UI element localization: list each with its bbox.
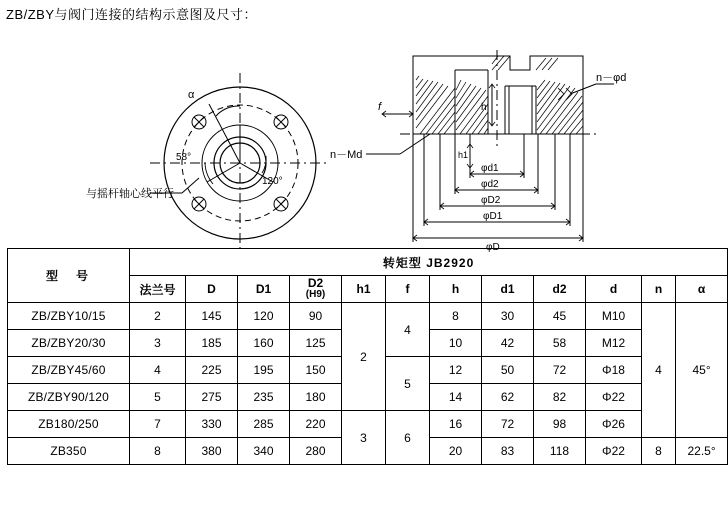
spec-table [7,248,728,465]
col-D2: D2 (H9) [290,276,342,303]
table-row [8,303,728,330]
spec-table-wrap [7,248,716,465]
cell-D2: 220 [290,411,342,438]
col-f: f [386,276,430,303]
cell-d: Φ18 [586,357,642,384]
label-phi-D2: φD2 [481,195,501,206]
cell-d1: 50 [482,357,534,384]
col-n: n [642,276,676,303]
cell-flange: 2 [130,303,186,330]
table-row [8,411,728,438]
cell-h: 10 [430,330,482,357]
label-f: f [378,101,382,113]
table-header-row-1 [8,249,728,276]
torque-header: 转矩型 JB2920 [130,249,728,276]
cell-d: M12 [586,330,642,357]
cell-D2: 90 [290,303,342,330]
cell-D1: 120 [238,303,290,330]
label-n-phi-d: n－φd [596,72,627,84]
label-n-md: n－Md [330,149,363,161]
col-d1: d1 [482,276,534,303]
cell-alpha: 45° [676,303,728,438]
col-D: D [186,276,238,303]
cell-flange: 7 [130,411,186,438]
cell-d1: 42 [482,330,534,357]
cell-D: 185 [186,330,238,357]
cell-d1: 30 [482,303,534,330]
label-h: h [481,102,487,113]
col-h: h [430,276,482,303]
structure-diagram [0,26,715,253]
cell-f: 4 [386,303,430,357]
cell-f: 6 [386,411,430,465]
label-parallel: 与摇杆轴心线平行 [86,188,174,200]
cell-flange: 3 [130,330,186,357]
col-d: d [586,276,642,303]
cell-d: Φ26 [586,411,642,438]
cell-d: M10 [586,303,642,330]
diagram-area [0,26,715,253]
label-phi-D: φD [486,242,500,253]
cell-flange: 5 [130,384,186,411]
cell-h: 16 [430,411,482,438]
cell-d2: 98 [534,411,586,438]
cell-model: ZB/ZBY90/120 [8,384,130,411]
cell-alpha: 22.5° [676,438,728,465]
label-phi-d1: φd1 [481,163,499,174]
cell-D: 145 [186,303,238,330]
cell-D: 225 [186,357,238,384]
label-phi-d2: φd2 [481,179,499,190]
cell-d2: 58 [534,330,586,357]
cell-d1: 72 [482,411,534,438]
label-58: 58° [176,152,192,163]
cell-D1: 160 [238,330,290,357]
cell-d2: 118 [534,438,586,465]
cell-D: 275 [186,384,238,411]
cell-model: ZB/ZBY45/60 [8,357,130,384]
cell-d: Φ22 [586,438,642,465]
cell-D1: 340 [238,438,290,465]
cell-D: 330 [186,411,238,438]
cell-model: ZB350 [8,438,130,465]
cell-D2: 150 [290,357,342,384]
cell-h1: 2 [342,303,386,411]
cell-flange: 4 [130,357,186,384]
cell-D1: 235 [238,384,290,411]
cell-d1: 83 [482,438,534,465]
label-phi-D1: φD1 [483,211,503,222]
cell-model: ZB180/250 [8,411,130,438]
label-120: 120° [262,176,283,187]
col-alpha: α [676,276,728,303]
col-h1: h1 [342,276,386,303]
cell-D2: 180 [290,384,342,411]
cell-D1: 195 [238,357,290,384]
cell-D1: 285 [238,411,290,438]
cell-D: 380 [186,438,238,465]
cell-flange: 8 [130,438,186,465]
cell-h1: 3 [342,411,386,465]
cell-model: ZB/ZBY10/15 [8,303,130,330]
cell-d2: 82 [534,384,586,411]
cell-d2: 45 [534,303,586,330]
cell-n: 4 [642,303,676,438]
col-d2: d2 [534,276,586,303]
col-D1: D1 [238,276,290,303]
cell-n: 8 [642,438,676,465]
cell-D2: 125 [290,330,342,357]
model-header: 型 号 [8,249,130,303]
cell-d2: 72 [534,357,586,384]
page-title: ZB/ZBY与阀门连接的结构示意图及尺寸： [6,7,258,22]
cell-D2: 280 [290,438,342,465]
cell-f: 5 [386,357,430,411]
cell-h: 12 [430,357,482,384]
col-flange: 法兰号 [130,276,186,303]
cell-d: Φ22 [586,384,642,411]
cell-h: 8 [430,303,482,330]
cell-h: 14 [430,384,482,411]
cell-model: ZB/ZBY20/30 [8,330,130,357]
label-h1: h1 [458,150,469,160]
label-alpha: α [188,89,195,101]
cell-h: 20 [430,438,482,465]
cell-d1: 62 [482,384,534,411]
